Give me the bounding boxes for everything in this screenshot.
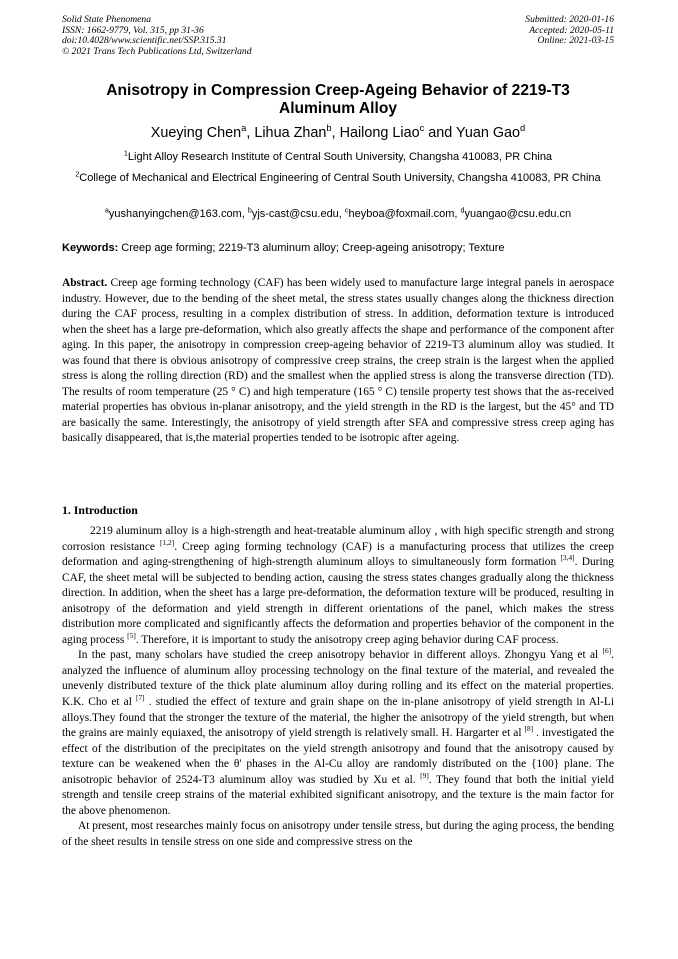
citation: [6] xyxy=(602,646,612,656)
affiliation-2 xyxy=(62,172,614,186)
section-title: 1. Introduction xyxy=(62,503,138,517)
paragraph xyxy=(62,524,614,648)
text-run: . investigated the effect of the distribution of the precipitates on the yield strength anisotropy and found that the anisotropy caused by texture can be weakened when the θ' phases in the Al-Cu alloy are randomly distributed on the {100} plane. The anisotropic behavior of 2524-T3 aluminum alloy was studied by Xu et al. xyxy=(62,727,614,786)
author-name: Yuan Gao xyxy=(456,125,521,141)
text-run: . analyzed the influence of aluminum alloy processing technology on the final texture of the material, and revealed the unevenly distributed texture of the thick plate aluminum alloy during rolling and its effect on the material properties. K.K. Cho et al xyxy=(62,649,614,709)
citation: [1,2] xyxy=(160,537,175,547)
author-name: Xueying Chen xyxy=(150,125,242,141)
keywords-label: Keywords: xyxy=(62,242,119,254)
author-name: Lihua Zhan xyxy=(254,125,327,141)
author-affil-mark: d xyxy=(520,123,526,134)
author-separator: , xyxy=(246,125,255,141)
journal-header xyxy=(62,15,252,57)
email: heyboa@foxmail.com, xyxy=(348,208,461,220)
email: yjs-cast@csu.edu, xyxy=(251,208,345,220)
text-run: 2219 aluminum alloy is a high-strength and heat-treatable aluminum alloy , with high specific strength and strong corrosion resistance xyxy=(62,525,614,553)
online-date: Online: 2021-03-15 xyxy=(537,35,614,47)
author-affil-mark: b xyxy=(326,123,332,134)
paragraph xyxy=(62,648,614,819)
title-line-2: Aluminum Alloy xyxy=(278,100,398,117)
author-affil-mark: a xyxy=(241,123,247,134)
paragraph xyxy=(62,819,614,850)
dates-header xyxy=(525,15,614,47)
citation: [8] xyxy=(524,724,534,734)
accepted-date: Accepted: 2020-05-11 xyxy=(529,24,614,36)
citation: [9] xyxy=(420,770,429,780)
introduction-body xyxy=(62,524,614,850)
email-mark: a xyxy=(104,206,109,215)
citation: [3,4] xyxy=(560,553,575,563)
email: yushanyingchen@163.com, xyxy=(108,208,248,220)
author-separator: and xyxy=(424,125,457,141)
citation: [7] xyxy=(136,693,145,703)
citation: [5] xyxy=(127,631,136,641)
email-mark: b xyxy=(247,206,252,215)
journal-name: Solid State Phenomena xyxy=(62,14,151,25)
text-run: . During CAF, the sheet metal will be subjected to bending action, causing the stress states changes gradually along the thickness direction. In addition, when the sheet has a large pre-deformation, the deformation texture will be produced, resulting in anisotropy of the deformation and yield strength in different orientations of the panel, which makes the stress distribution more complicated and significantly affects the deformation and properties behavior of the component in the aging process xyxy=(62,556,615,646)
keywords-text: Creep age forming; 2219-T3 aluminum alloy; Creep-ageing anisotropy; Texture xyxy=(118,242,505,254)
affiliation-mark: 1 xyxy=(123,149,128,158)
keywords xyxy=(62,241,614,255)
email-mark: d xyxy=(460,206,465,215)
text-run: . studied the effect of texture and grain shape on the in-plane anisotropy of yield strength in Al-Li alloys.They found that the stronger the texture of the material, the higher the anisotropy of the yield strength, but when the grains are mainly equiaxed, the anisotropy of yield strength is relatively small. H. Hargarter et al xyxy=(62,696,615,740)
text-run: . Creep aging forming technology (CAF) is a manufacturing process that utilizes the creep deformation and aging-strengthening of high-strength aluminum alloys to simultaneously form formation xyxy=(62,540,615,569)
paper-title xyxy=(62,82,614,118)
author-affil-mark: c xyxy=(419,123,425,134)
author-list xyxy=(62,125,614,142)
author-separator: , xyxy=(331,125,340,141)
affiliation-text: College of Mechanical and Electrical Engineering of Central South University, Changsha 410083, PR China xyxy=(79,172,601,184)
copyright: © 2021 Trans Tech Publications Ltd, Switzerland xyxy=(62,45,252,57)
email: yuangao@csu.edu.cn xyxy=(464,208,572,220)
abstract-label: Abstract. xyxy=(62,277,108,289)
journal-doi: doi:10.4028/www.scientific.net/SSP.315.31 xyxy=(62,35,227,47)
text-run: . They found that both the initial yield strength and tensile creep strains of the material exhibited significant anisotropy, and the texture is the main factor for the above phenomenon. xyxy=(62,773,614,817)
author-emails xyxy=(62,208,614,222)
text-run: In the past, many scholars have studied the creep anisotropy behavior in different alloys. Zhongyu Yang et al xyxy=(78,649,603,662)
text-run: At present, most researches mainly focus on anisotropy under tensile stress, but during the aging process, the bending of the sheet results in tensile stress on one side and compressive stress on the xyxy=(62,820,614,848)
author-name: Hailong Liao xyxy=(339,125,420,141)
abstract-text: Creep age forming technology (CAF) has been widely used to manufacture large integral panels in aerospace industry. However, due to the bending of the sheet metal, the stress states usually changes along the thickness direction during the CAF process, resulting in a complex distribution of stress. In addition, deformation texture is introduced when the sheet has a large pre-deformation, which also greatly affects the shape and performance of the component after aging. In this paper, the anisotropy in compression creep-ageing behavior of 2219-T3 aluminum alloy was studied. It was found that there is obvious anisotropy of compressive creep strains, the creep strain is the largest when the applied stress is along the rolling direction (RD) and the smallest when the applied stress is along the transverse direction (TD). The results of room temperature (25 ° C) and high temperature (165 ° C) tensile property test shows that the as-received material properties has obvious in-planar anisotropy, and the yield strength in the RD is the largest, but the 45° and TD are basically the same. Interestingly, the anisotropy of yield strength after SFA and compressive stress creep aging has basically disappeared, that is,the material properties tended to be isotropic after ageing. xyxy=(62,277,614,445)
text-run: . Therefore, it is important to study the anisotropy creep aging behavior during CAF process. xyxy=(135,633,559,646)
title-line-1: Anisotropy in Compression Creep-Ageing Behavior of 2219-T3 xyxy=(106,82,570,99)
submitted-date: Submitted: 2020-01-16 xyxy=(525,14,614,25)
affiliation-1 xyxy=(62,151,614,165)
email-mark: c xyxy=(344,206,349,215)
affiliation-mark: 2 xyxy=(75,170,80,179)
journal-issn: ISSN: 1662-9779, Vol. 315, pp 31-36 xyxy=(62,24,204,36)
affiliation-text: Light Alloy Research Institute of Central South University, Changsha 410083, PR China xyxy=(127,151,553,163)
abstract xyxy=(62,276,614,447)
